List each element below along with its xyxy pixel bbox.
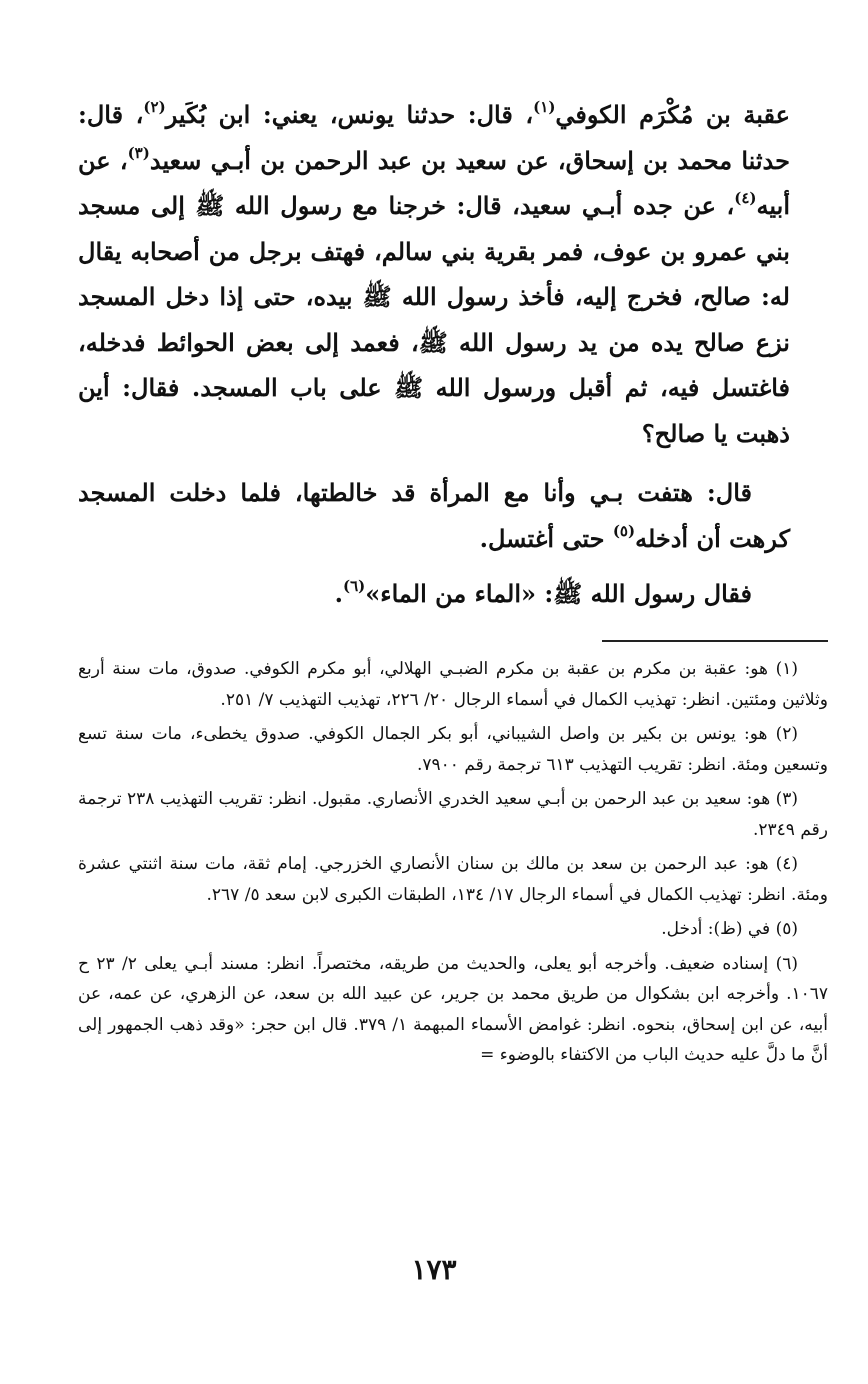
footnote-ref: (١) bbox=[533, 98, 556, 116]
text-run: ، قال: حدثنا يونس، يعني: ابن بُكَير bbox=[165, 100, 534, 129]
paragraph-3 bbox=[78, 571, 790, 617]
text-run: قال: هتفت بـي وأنا مع المرأة قد خالطتها، فلما دخلت المسجد كرهت أن أدخله bbox=[78, 478, 790, 553]
footnote-1: (١) هو: عقبة بن مكرم بن عقبة بن مكرم الضبـي الهلالي، أبو مكرم الكوفي. صدوق، مات سنة أربع وثلاثين ومئتين. انظر: تهذيب الكمال في أسماء الرجال ٢٠/ ٢٢٦، تهذيب التهذيب ٧/ ٢٥١. bbox=[78, 659, 828, 710]
footnotes bbox=[78, 654, 828, 1075]
footnote-ref: (٥) bbox=[612, 521, 636, 540]
text-run: ، عن جده أبـي سعيد، قال: خرجنا مع رسول الله ﷺ إلى مسجد بني عمرو بن عوف، فمر بقرية بني سالم، فهتف برجل من أصحابه يقال له: صالح، فخرج إليه، فأخذ رسول الله ﷺ بيده، حتى إذا دخل المسجد نزع صالح يده من يد رسول الله ﷺ، فعمد إلى بعض الحوائط فدخله، فاغتسل فيه، ثم أقبل ورسول الله ﷺ على باب المسجد. فقال: أين ذهبت يا صالح؟ bbox=[78, 191, 790, 448]
footnote-ref: (٢) bbox=[143, 98, 166, 116]
footnote-3: (٣) هو: سعيد بن عبد الرحمن بن أبـي سعيد الخدري الأنصاري. مقبول. انظر: تقريب التهذيب ٢٣٨ ترجمة رقم ٢٣٤٩. bbox=[78, 789, 828, 840]
paragraph-1 bbox=[78, 92, 790, 456]
text-run: . bbox=[334, 579, 343, 608]
text-run: حتى أغتسل. bbox=[479, 523, 613, 553]
footnote-divider bbox=[602, 640, 828, 642]
footnote-6: (٦) إسناده ضعيف. وأخرجه أبو يعلى، والحديث من طريقه، مختصراً. انظر: مسند أبـي يعلى ٢/ ٢٣ ح ١٠٦٧. وأخرجه ابن بشكوال من طريق محمد بن جرير، عن عبيد الله بن سعد، عن الزهري، عن عمه، عن أبيه، عن ابن إسحاق، بنحوه. انظر: غوامض الأسماء المبهمة ١/ ٣٧٩. قال ابن حجر: «وقد ذهب الجمهور إلى أنَّ ما دلَّ عليه حديث الباب من الاكتفاء بالوضوء = bbox=[78, 953, 828, 1065]
paragraph-2 bbox=[78, 470, 790, 561]
main-text bbox=[78, 92, 790, 617]
footnote-4: (٤) هو: عبد الرحمن بن سعد بن مالك بن سنان الأنصاري الخزرجي. إمام ثقة، مات سنة اثنتي عشرة ومئة. انظر: تهذيب الكمال في أسماء الرجال ١٧/ ١٣٤، الطبقات الكبرى لابن سعد ٥/ ٢٦٧. bbox=[78, 854, 828, 905]
text-run: عقبة بن مُكْرَم الكوفي bbox=[555, 100, 790, 129]
footnote-ref: (٣) bbox=[127, 143, 150, 162]
text-run: ، عن أبيه bbox=[78, 145, 790, 220]
text-run: ، قال: حدثنا محمد بن إسحاق، عن سعيد بن عبد الرحمن بن أبـي سعيد bbox=[78, 100, 790, 175]
footnote-5: (٥) في (ظ): أدخل. bbox=[661, 919, 798, 939]
text-run: فقال رسول الله ﷺ: «الماء من الماء» bbox=[365, 579, 752, 608]
footnote-ref: (٤) bbox=[734, 189, 757, 207]
page-number: ١٧٣ bbox=[411, 1253, 457, 1286]
footnote-2: (٢) هو: يونس بن بكير بن واصل الشيباني، أبو بكر الجمال الكوفي. صدوق يخطىء، مات سنة تسع وتسعين ومئة. انظر: تقريب التهذيب ٦١٣ ترجمة رقم ٧٩٠٠. bbox=[78, 724, 828, 775]
footnote-ref: (٦) bbox=[343, 577, 366, 595]
